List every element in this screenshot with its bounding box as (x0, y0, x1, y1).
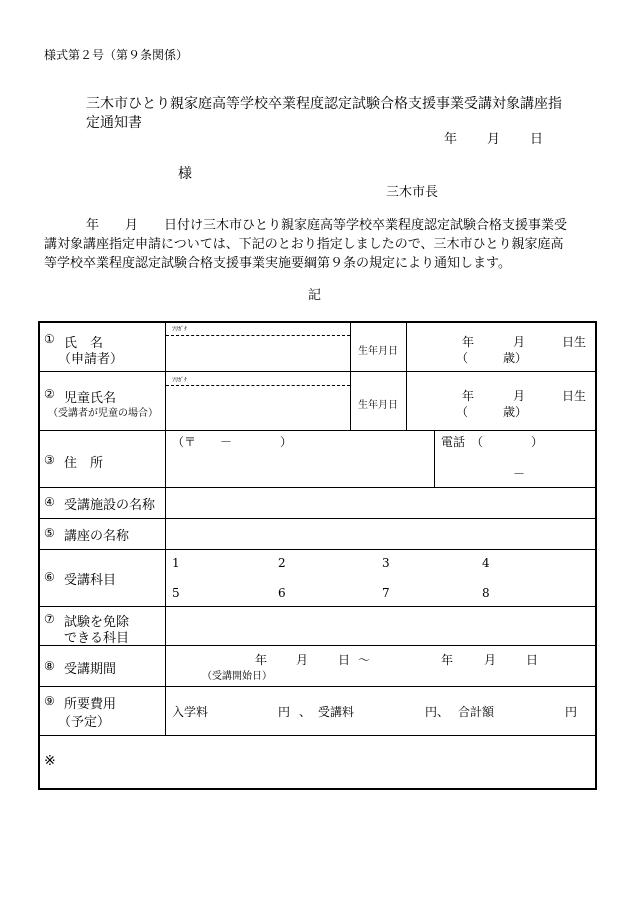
date-year: 年 (444, 132, 458, 147)
period-start-month: 月 (296, 653, 309, 667)
cost-separator: 、 (299, 705, 312, 719)
body-line1: 年 月 日付け三木市ひとり親家庭高等学校卒業程度認定試験合格支援事業受 (86, 218, 568, 233)
addressee-sama: 様 (178, 166, 192, 182)
row3-number: ③ (44, 453, 55, 467)
note-mark: ※ (44, 753, 56, 769)
row8-number: ⑧ (44, 659, 55, 673)
row9-number: ⑨ (44, 694, 55, 708)
row4-number: ④ (44, 495, 55, 509)
row1-age-close: 歳） (503, 351, 528, 365)
row2-number: ② (44, 387, 55, 401)
subject-7: 7 (382, 586, 390, 600)
ki-heading: 記 (308, 288, 322, 303)
cost-tuition-label: 受講料 (318, 705, 355, 719)
row6-number: ⑥ (44, 570, 55, 584)
row3-label-address: 住 所 (64, 456, 104, 471)
date-month: 月 (487, 132, 501, 147)
row7-number: ⑦ (44, 612, 55, 626)
subject-8: 8 (482, 586, 490, 600)
period-end-month: 月 (484, 653, 497, 667)
row1-furigana: ﾌﾘｶﾞﾅ (172, 326, 188, 333)
document-title-line1: 三木市ひとり親家庭高等学校卒業程度認定試験合格支援事業受講対象講座指 (86, 96, 562, 112)
subject-2: 2 (278, 556, 286, 570)
row6-label-subjects: 受講科目 (64, 573, 117, 588)
subject-5: 5 (172, 586, 180, 600)
subject-6: 6 (278, 586, 286, 600)
document-title-line2: 定通知書 (86, 115, 142, 131)
row2-birth-label: 生年月日 (358, 400, 398, 411)
body-line2: 講対象講座指定申請については、下記のとおり指定しましたので、三木市ひとり親家庭高 (44, 237, 564, 252)
sender-mayor: 三木市長 (386, 185, 439, 200)
row8-label-period: 受講期間 (64, 662, 117, 677)
row2-birth-month: 月 (513, 389, 526, 403)
row7-label-exempt-line1: 試験を免除 (64, 615, 130, 630)
row9-label-planned: （予定） (58, 715, 111, 730)
cost-entrance-label: 入学料 (172, 705, 209, 719)
period-start-year: 年 (255, 653, 268, 667)
subject-4: 4 (482, 556, 490, 570)
form-number-label: 様式第２号（第９条関係） (44, 48, 189, 62)
row3-postal-code: （〒 － ） (172, 435, 293, 449)
row1-birth-year: 年 (462, 335, 475, 349)
row2-label-child-name: 児童氏名 (64, 391, 117, 406)
cost-entrance-yen: 円 (278, 705, 291, 719)
row4-label-facility: 受講施設の名称 (64, 498, 156, 513)
row2-age-open: （ (456, 405, 469, 419)
row2-birth-day: 日生 (562, 389, 587, 403)
subject-3: 3 (382, 556, 390, 570)
row3-phone-dash: － (513, 467, 526, 481)
period-tilde: ～ (358, 653, 371, 667)
row1-birth-month: 月 (513, 335, 526, 349)
row2-age-close: 歳） (503, 405, 528, 419)
row1-birth-label: 生年月日 (358, 346, 398, 357)
period-end-day: 日 (526, 653, 539, 667)
period-start-day: 日 (338, 653, 351, 667)
row1-label-applicant: （申請者） (58, 352, 124, 367)
row2-furigana: ﾌﾘｶﾞﾅ (172, 377, 188, 384)
period-start-note: （受講開始日） (202, 671, 272, 682)
row9-label-cost: 所要費用 (64, 697, 117, 712)
row1-birth-day: 日生 (562, 335, 587, 349)
row1-number: ① (44, 332, 55, 346)
row3-phone: 電話 （ ） (441, 435, 544, 449)
subject-1: 1 (172, 556, 180, 570)
date-day: 日 (530, 132, 544, 147)
row2-birth-year: 年 (462, 389, 475, 403)
period-end-year: 年 (441, 653, 454, 667)
row1-label-name: 氏 名 (64, 336, 104, 351)
row5-number: ⑤ (44, 526, 55, 540)
row5-label-course: 講座の名称 (64, 529, 130, 544)
row1-age-open: （ (456, 351, 469, 365)
cost-total-label: 合計額 (458, 705, 495, 719)
row7-label-exempt-line2: できる科目 (64, 631, 130, 646)
cost-tuition-yen: 円、 (425, 705, 450, 719)
cost-total-yen: 円 (565, 705, 578, 719)
row2-label-note: （受講者が児童の場合） (48, 408, 158, 419)
body-line3: 等学校卒業程度認定試験合格支援事業実施要綱第９条の規定により通知します。 (44, 256, 511, 271)
